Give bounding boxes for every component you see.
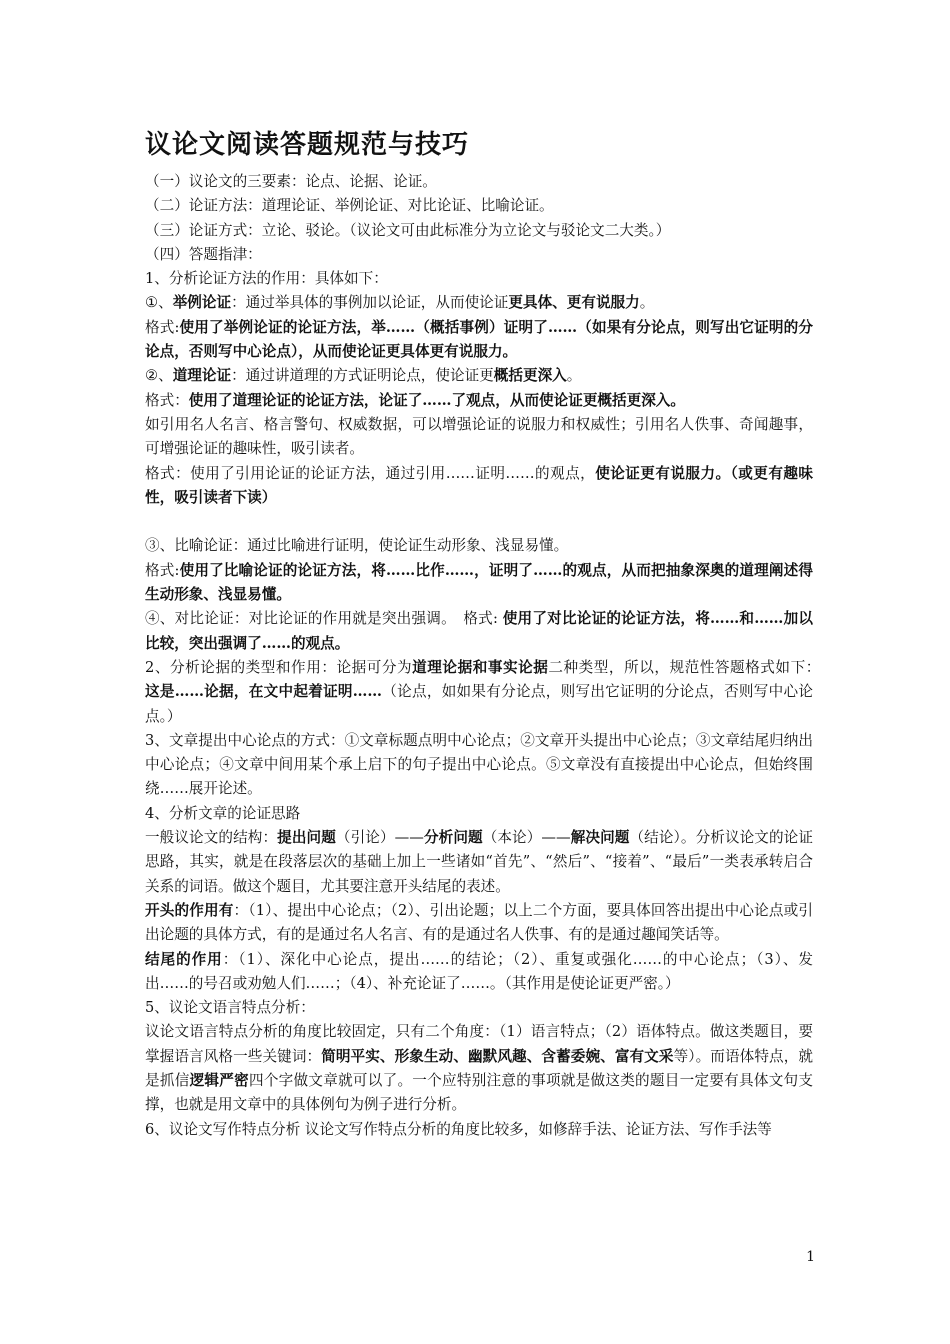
bold-text: 开头的作用有 bbox=[145, 901, 234, 919]
paragraph bbox=[145, 607, 813, 656]
text-run: ③、比喻论证：通过比喻进行证明，使论证生动形象、浅显易懂。 bbox=[145, 537, 569, 555]
bold-text: 更具体、更有说服力 bbox=[508, 294, 640, 312]
paragraph bbox=[145, 413, 813, 462]
text-run: （论点，如如果有分论点，则写出它证明的分论点，否则写中心论点。） bbox=[145, 683, 813, 725]
text-run: ：通过讲道理的方式证明论点，使论证更 bbox=[231, 367, 494, 385]
text-run: ：（1）、提出中心论点；（2）、引出论题；以上二个方面，要具体回答出提出中心论点或引出论题的具体方式，有的是通过名人名言、有的是通过名人佚事、有的是通过趣闻笑话等。 bbox=[145, 901, 813, 944]
bold-text: 道理论据和事实论据 bbox=[412, 658, 549, 676]
text-run: 格式: bbox=[145, 318, 180, 336]
bold-text: 使用了比喻论证的论证方法，将……比作……，证明了……的观点，从而把抽象深奥的道理阐述得生动形象、浅显易懂。 bbox=[145, 561, 813, 604]
text-run: （四）答题指津： bbox=[145, 245, 262, 263]
text-run: 2、分析论据的类型和作用：论据可分为 bbox=[145, 658, 413, 676]
paragraph bbox=[145, 170, 813, 194]
text-run: 等）。而语体特点，就是抓信 bbox=[145, 1047, 813, 1089]
paragraph bbox=[145, 1020, 813, 1117]
text-run: 6、议论文写作特点分析 议论文写作特点分析的角度比较多，如修辞手法、论证方法、写作手法等 bbox=[145, 1120, 772, 1138]
text-run: 格式：使用了引用论证的论证方法，通过引用……证明……的观点， bbox=[145, 464, 596, 482]
bold-text: 举例论证 bbox=[172, 294, 232, 312]
text-run: 议论文语言特点分析的角度比较固定，只有二个角度：（1）语言特点；（2）语体特点。做这类题目，要掌握语言风格一些关键词： bbox=[145, 1023, 813, 1065]
bold-text: 结尾的作用 bbox=[145, 950, 223, 968]
text-run: （二）论证方法：道理论证、举例论证、对比论证、比喻论证。 bbox=[145, 197, 554, 215]
text-run: ：通过举具体的事例加以论证，从而使论证 bbox=[231, 294, 509, 312]
text-run: 1、分析论证方法的作用：具体如下： bbox=[145, 270, 388, 288]
bold-text: 这是……论据，在文中起着证明…… bbox=[145, 683, 382, 701]
paragraph bbox=[145, 219, 813, 243]
text-run: 格式： bbox=[145, 391, 189, 409]
bold-text: 使用了举例论证的论证方法，举……（概括事例）证明了……（如果有分论点，则写出它证明的分论点，否则写中心论点），从而使论证更具体更有说服力。 bbox=[145, 318, 813, 361]
paragraph bbox=[145, 729, 813, 802]
paragraph bbox=[145, 194, 813, 218]
bold-text: 分析问题 bbox=[423, 829, 483, 847]
text-run: 。 bbox=[639, 294, 655, 312]
paragraph bbox=[145, 996, 813, 1020]
paragraph bbox=[145, 802, 813, 826]
paragraph bbox=[145, 1118, 813, 1142]
bold-text: 简明平实、形象生动、幽默风趣、含蓄委婉、富有文采 bbox=[321, 1047, 674, 1065]
paragraph bbox=[145, 826, 813, 899]
text-run: 二种类型，所以，规范性答题格式如下： bbox=[548, 658, 828, 676]
paragraph bbox=[145, 656, 828, 729]
paragraph bbox=[145, 267, 813, 291]
text-run: 3、文章提出中心论点的方式：①文章标题点明中心论点；②文章开头提出中心论点；③文章结尾归纳出中心论点；④文章中间用某个承上启下的句子提出中心论点。⑤文章没有直接提出中心论点，但始终围绕……展开论述。 bbox=[145, 731, 813, 798]
bold-text: 概括更深入 bbox=[493, 367, 567, 385]
text-run: 如引用名人名言、格言警句、权威数据，可以增强论证的说服力和权威性；引用名人佚事、奇闻趣事，可增强论证的趣味性，吸引读者。 bbox=[145, 415, 813, 458]
bold-text: 使用了对比论证的论证方法，将……和……加以比较，突出强调了……的观点。 bbox=[145, 610, 813, 652]
text-run: 4、分析文章的论证思路 bbox=[145, 804, 301, 822]
paragraph bbox=[145, 899, 813, 948]
bold-text: 使论证更有说服力。（或更有趣味性，吸引读者下读） bbox=[145, 464, 813, 506]
paragraph bbox=[145, 243, 813, 267]
text-run: 。 bbox=[566, 367, 582, 385]
paragraph bbox=[145, 389, 813, 413]
text-run: （三）论证方式：立论、驳论。（议论文可由此标准分为立论文与驳论文二大类。） bbox=[145, 221, 671, 239]
paragraph bbox=[145, 534, 813, 558]
paragraph bbox=[145, 364, 813, 388]
bold-text: 解决问题 bbox=[570, 829, 630, 847]
text-run: 一般议论文的结构： bbox=[145, 829, 278, 847]
bold-text: 逻辑严密 bbox=[189, 1071, 249, 1089]
paragraph bbox=[145, 948, 813, 997]
paragraph bbox=[145, 316, 813, 365]
text-run: ：（1）、深化中心论点，提出……的结论；（2）、重复或强化……的中心论点；（3）、发出……的号召或劝勉人们……；（4）、补充论证了……。（其作用是使论证更严密。） bbox=[145, 950, 813, 992]
text-run: 四个字做文章就可以了。一个应特别注意的事项就是做这类的题目一定要有具体文句支撑，也就是用文章中的具体例句为例子进行分析。 bbox=[145, 1071, 813, 1114]
text-run: （本论）—— bbox=[482, 829, 571, 847]
document-body bbox=[145, 170, 828, 1142]
text-run: 格式: bbox=[145, 561, 180, 579]
paragraph bbox=[145, 462, 813, 511]
text-run: ①、 bbox=[145, 294, 173, 312]
text-run: （结论）。分析议论文的论证思路，其实，就是在段落层次的基础上加上一些诸如“首先”、“然后”、“接着”、“最后”一类表承转启合关系的词语。做这个题目，尤其要注意开头结尾的表述。 bbox=[145, 829, 813, 895]
text-run: ②、 bbox=[145, 367, 173, 385]
document-title: 议论文阅读答题规范与技巧 bbox=[145, 130, 470, 160]
bold-text: 使用了道理论证的论证方法，论证了……了观点，从而使论证更概括更深入。 bbox=[188, 391, 685, 409]
bold-text: 提出问题 bbox=[277, 829, 336, 847]
text-run: （一）议论文的三要素：论点、论据、论证。 bbox=[145, 173, 437, 190]
text-run: 5、议论文语言特点分析： bbox=[145, 999, 315, 1017]
paragraph bbox=[145, 291, 813, 315]
text-run: （引论）—— bbox=[335, 829, 424, 847]
text-run: ④、对比论证：对比论证的作用就是突出强调。 格式: bbox=[145, 610, 503, 628]
paragraph bbox=[145, 559, 813, 608]
page-number: 1 bbox=[806, 1249, 815, 1265]
blank-line bbox=[145, 510, 813, 534]
bold-text: 道理论证 bbox=[172, 367, 232, 385]
document-page bbox=[145, 128, 828, 1142]
